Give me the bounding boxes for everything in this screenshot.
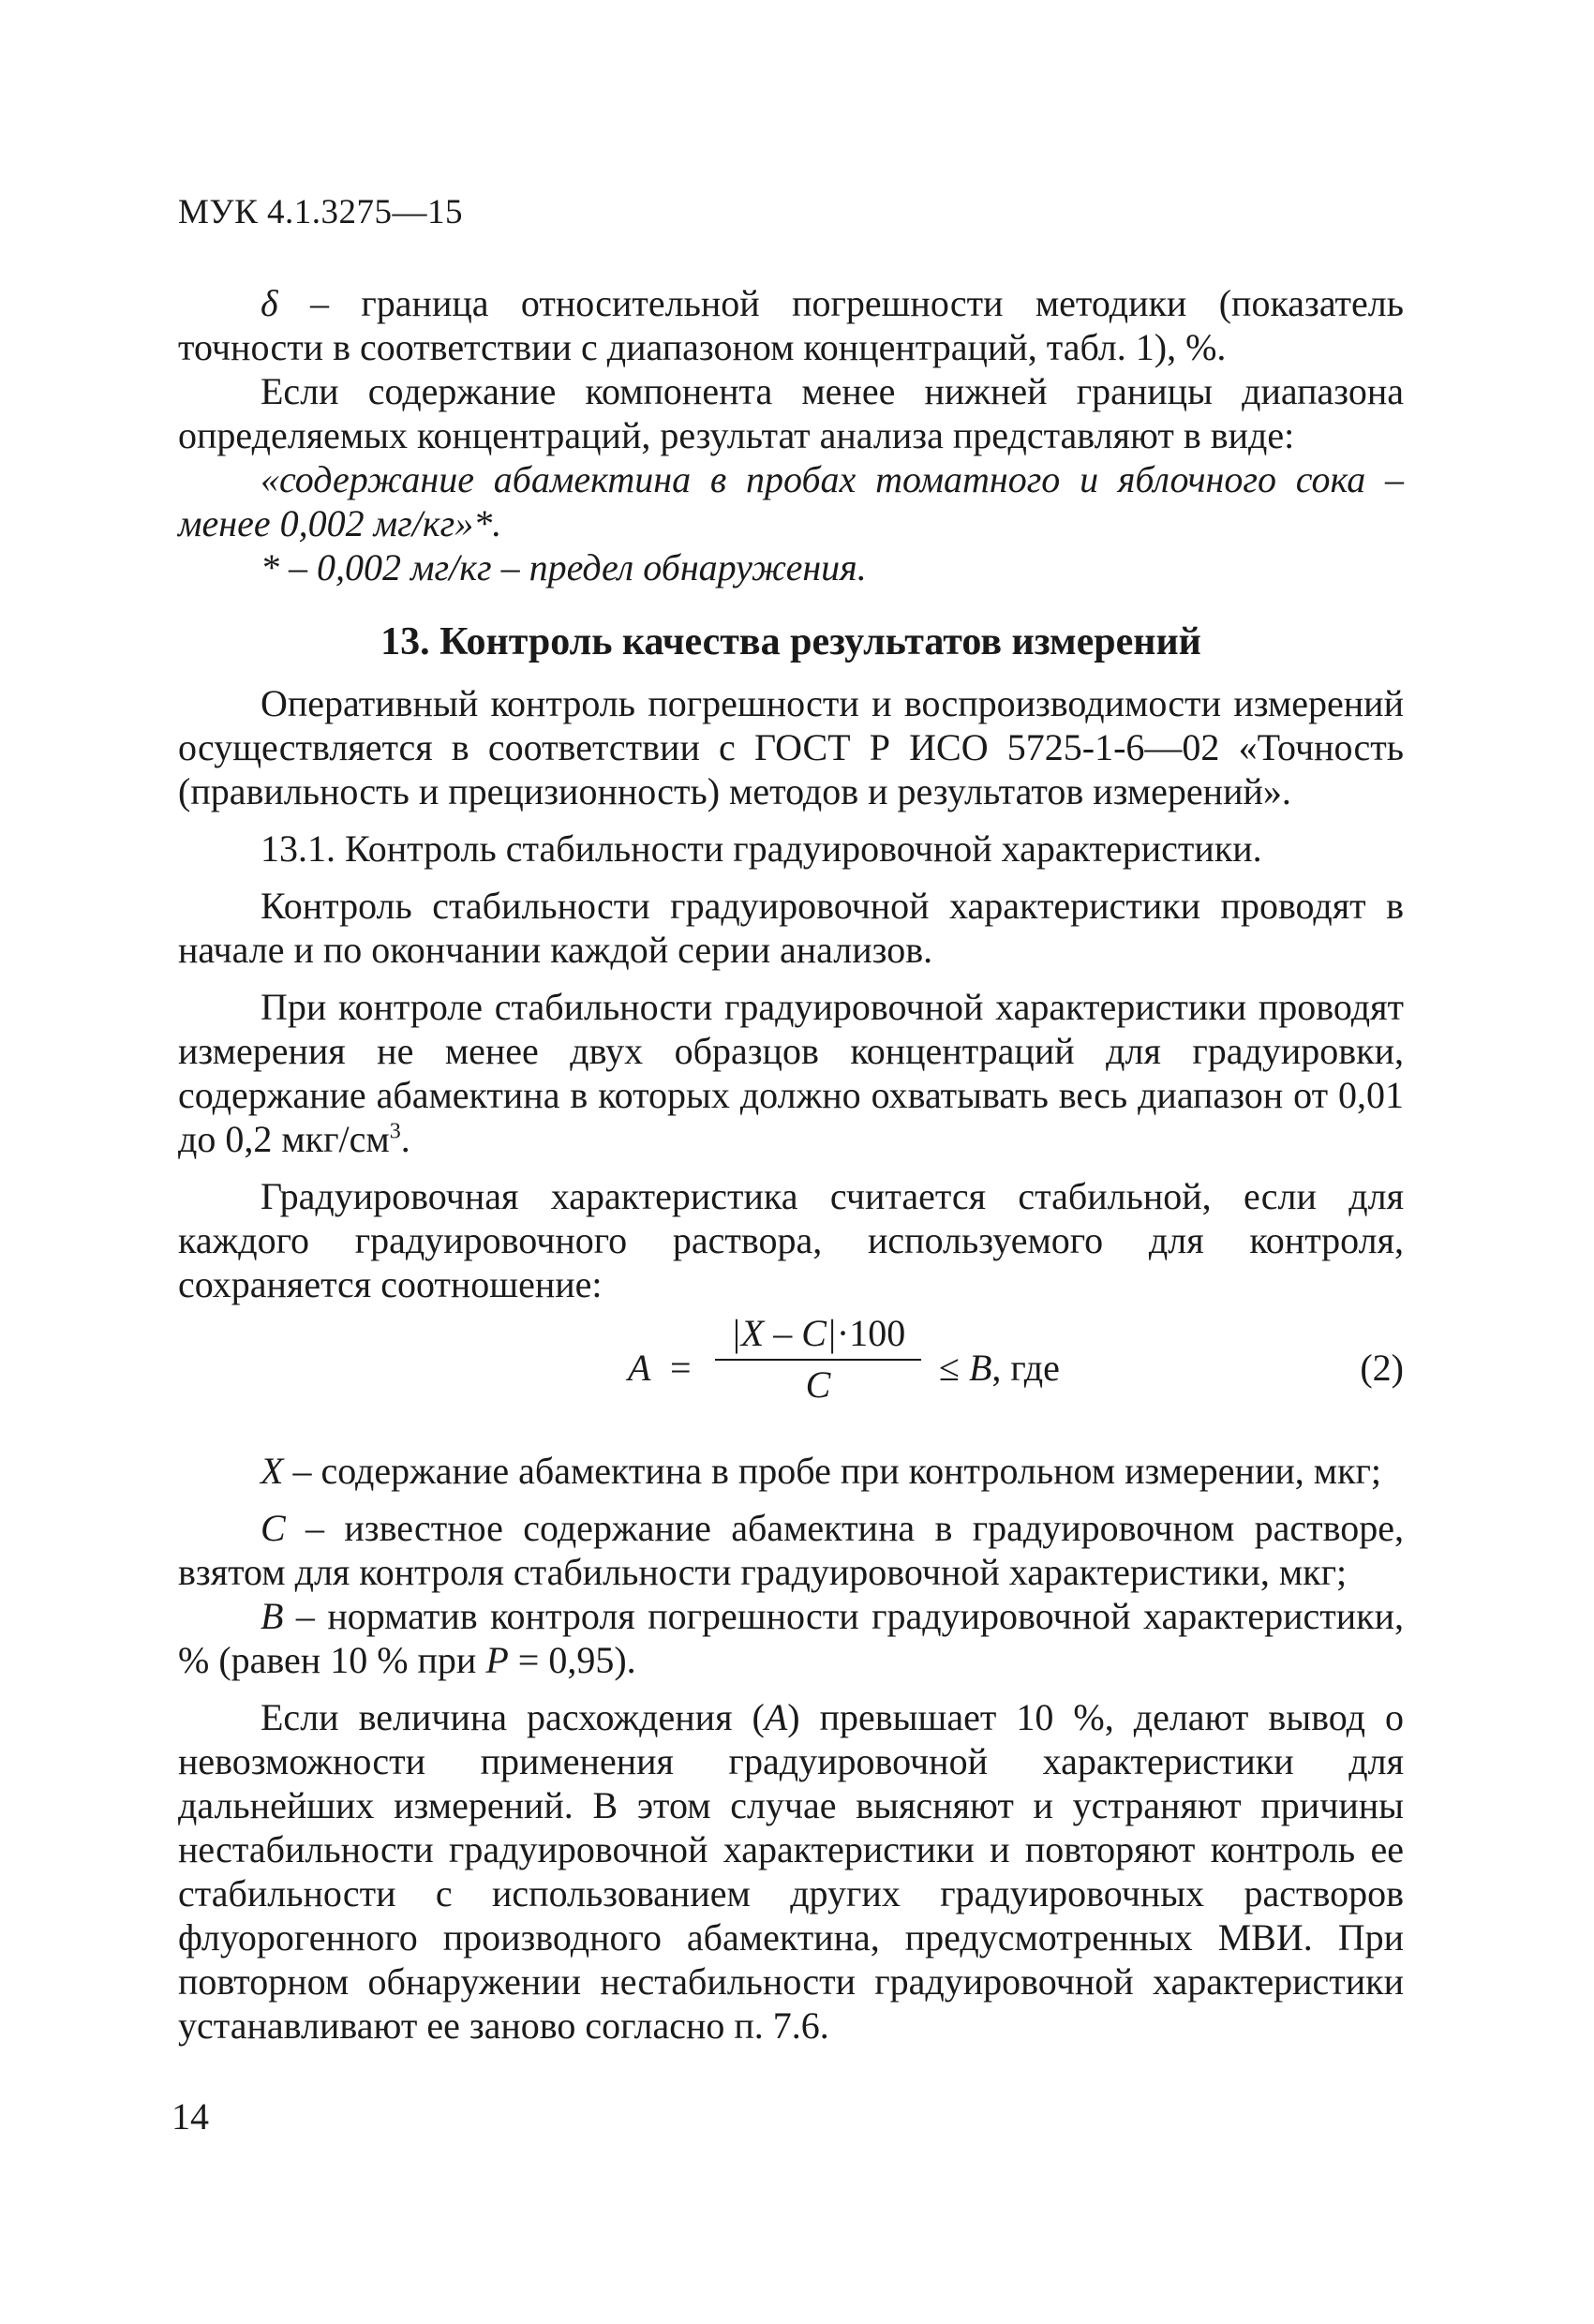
- definition-x: [178, 1449, 1404, 1493]
- x-definition-text: – содержание абамектина в пробе при контрольном измерении, мкг;: [283, 1450, 1382, 1492]
- delta-symbol: δ: [261, 282, 278, 324]
- formula-numerator-factor: ·100: [836, 1312, 906, 1354]
- formula-rhs: B: [968, 1347, 992, 1389]
- conclusion-paragraph: [178, 1695, 1404, 2048]
- c-symbol: C: [261, 1507, 286, 1549]
- formula-numerator: [731, 1310, 905, 1357]
- definition-b: [178, 1594, 1404, 1682]
- unit-superscript: 3: [389, 1119, 401, 1144]
- conclusion-rest: ) превышает 10 %, делают вывод о невозможности применения градуировочной характеристики для дальнейших измерений. В этом случае выясняют и устраняют причины нестабильности градуировочной характеристики и повторяют контроль ее стабильности с использованием других градуировочных растворов флуорогенного производного абамектина, предусмотренных МВИ. При повторном обнаружении нестабильности градуировочной характеристики устанавливают ее заново согласно п. 7.6.: [178, 1696, 1404, 2047]
- p-symbol: P: [485, 1639, 509, 1681]
- formula-numerator-abs: |X – C|: [730, 1312, 837, 1354]
- definition-c: [178, 1506, 1404, 1594]
- below-range-paragraph: Если содержание компонента менее нижней границы диапазона определяемых концентраций, результат анализа представляют в виде:: [178, 370, 1404, 456]
- document-code: МУК 4.1.3275—15: [178, 193, 464, 231]
- detection-limit-footnote: * – 0,002 мг/кг – предел обнаружения.: [261, 546, 867, 588]
- formula-number: (2): [1360, 1347, 1404, 1389]
- delta-definition: [178, 281, 1404, 369]
- formula-leq: ≤: [939, 1347, 960, 1389]
- b-definition-text: – норматив контроля погрешности градуировочной характеристики, % (равен 10 % при: [178, 1595, 1404, 1681]
- x-symbol: X: [261, 1450, 284, 1492]
- formula-denominator: C: [805, 1363, 831, 1406]
- c-definition-text: – известное содержание абамектина в градуировочном растворе, взятом для контроля стабильности градуировочной характеристики, мкг;: [178, 1507, 1404, 1593]
- b-definition-end: = 0,95).: [508, 1639, 636, 1681]
- result-form-paragraph: «содержание абамектина в пробах томатного и яблочного сока – менее 0,002 мг/кг»*.: [178, 458, 1404, 544]
- stability-timing-paragraph: Контроль стабильности градуировочной характеристики проводят в начале и по окончании каждой серии анализов.: [178, 885, 1404, 971]
- stability-criterion-paragraph: Градуировочная характеристика считается стабильной, если для каждого градуировочного раствора, используемого для контроля, сохраняется соотношение:: [178, 1175, 1404, 1305]
- a-symbol: A: [764, 1696, 788, 1738]
- formula-2: [178, 1310, 1404, 1434]
- page-number: 14: [171, 2095, 209, 2138]
- stability-measurement-end: .: [400, 1118, 410, 1160]
- delta-definition-text: – граница относительной погрешности методики (показатель точности в соответствии с диапазоном концентраций, табл. 1), %.: [178, 282, 1404, 368]
- formula-where: , где: [991, 1347, 1060, 1389]
- page-body: [178, 281, 1404, 2048]
- formula-equals: =: [670, 1347, 692, 1389]
- stability-measurement-text: При контроле стабильности градуировочной характеристики проводят измерения не менее двух образцов концентраций для градуировки, содержание абамектина в которых должно охватывать весь диапазон от 0,01 до 0,2 мкг/см: [178, 986, 1404, 1160]
- section-13-title: 13. Контроль качества результатов измерений: [380, 620, 1201, 663]
- operational-control-paragraph: Оперативный контроль погрешности и воспроизводимости измерений осуществляется в соответствии с ГОСТ Р ИСО 5725-1-6—02 «Точность (правильность и прецизионность) методов и результатов измерений».: [178, 682, 1404, 812]
- formula-lhs: A: [628, 1347, 651, 1389]
- b-symbol: B: [261, 1595, 284, 1637]
- formula-relation: [939, 1346, 1060, 1390]
- stability-measurement-paragraph: [178, 985, 1404, 1161]
- formula-fraction: [710, 1310, 926, 1409]
- conclusion-start: Если величина расхождения (: [261, 1696, 765, 1738]
- subsection-13-1-title: 13.1. Контроль стабильности градуировочной характеристики.: [261, 827, 1262, 870]
